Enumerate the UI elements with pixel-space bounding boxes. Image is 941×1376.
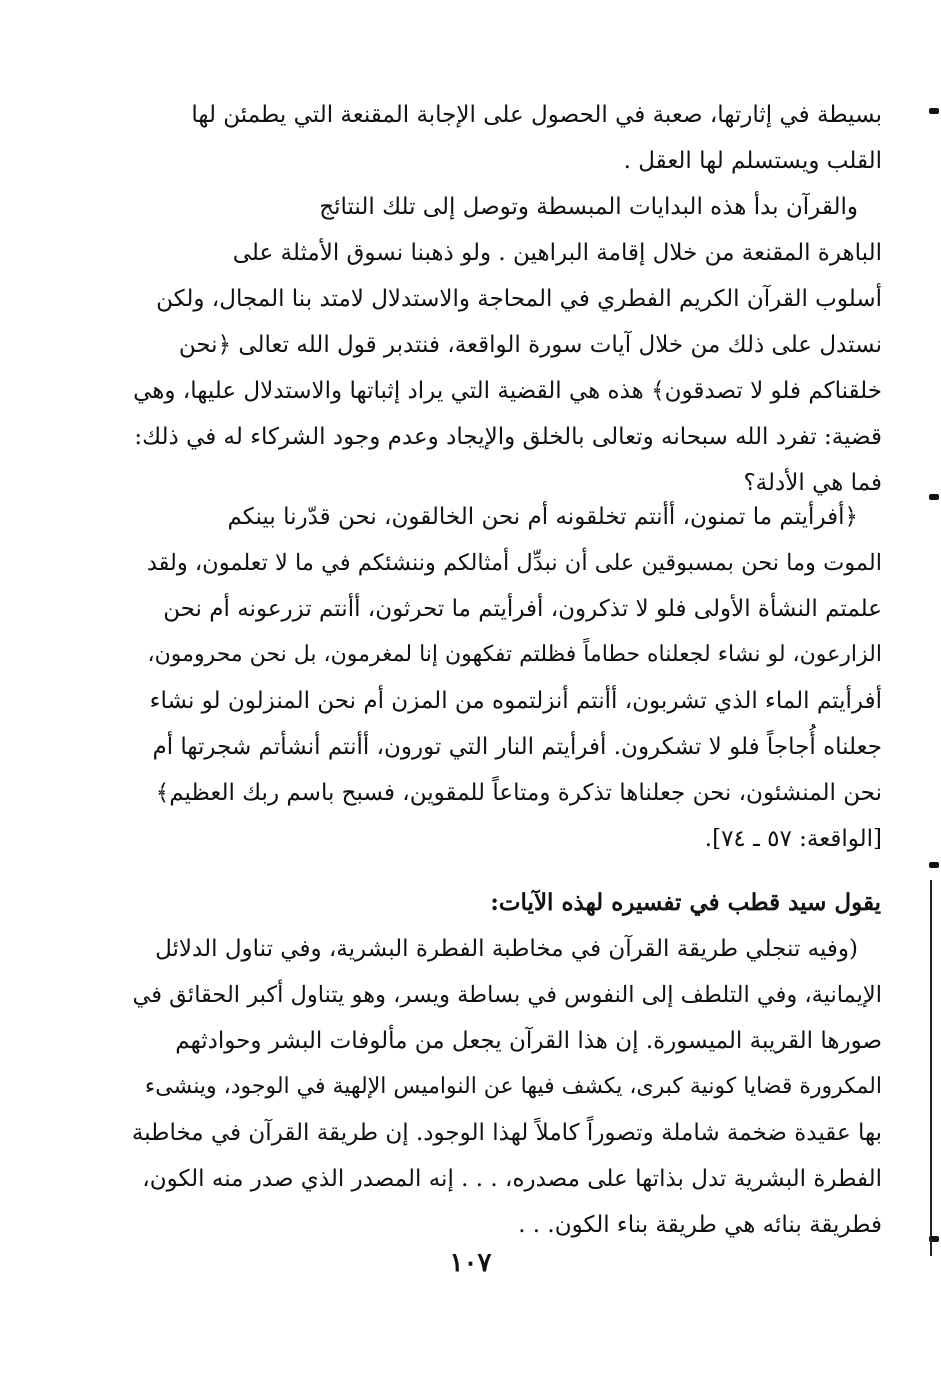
text-line: صورها القريبة الميسورة. إن هذا القرآن يجعل من مألوفات البشر وحوادثهم <box>175 1028 882 1054</box>
scan-mark <box>929 108 939 114</box>
verse-line: الزارعون، لو نشاء لجعلناه حطاماً فظلتم تفكهون إنا لمغرمون، بل نحن محرومون، <box>147 642 882 667</box>
text-line: فطريقة بنائه هي طريقة بناء الكون. . . <box>518 1212 882 1238</box>
verse-line: الموت وما نحن بمسبوقين على أن نبدِّل أمثالكم وننشئكم في ما لا تعلمون، ولقد <box>146 550 882 576</box>
text-line: بسيطة في إثارتها، صعبة في الحصول على الإجابة المقنعة التي يطمئن لها <box>191 102 882 128</box>
scan-edge-line <box>930 880 932 1256</box>
text-line: الفطرة البشرية تدل بذاتها على مصدره، . . . إنه المصدر الذي صدر منه الكون، <box>142 1166 882 1192</box>
verse-line: جعلناه أُجاجاً فلو لا تشكرون. أفرأيتم النار التي تورون، أأنتم أنشأتم شجرتها أم <box>152 734 882 760</box>
verse-line: أفرأيتم الماء الذي تشربون، أأنتم أنزلتموه من المزن أم نحن المنزلون لو نشاء <box>149 688 882 714</box>
text-line: (وفيه تنجلي طريقة القرآن في مخاطبة الفطرة البشرية، وفي تناول الدلائل <box>155 936 858 962</box>
quotation <box>132 926 882 1248</box>
text-line: بها عقيدة ضخمة شاملة وتصوراً كاملاً لهذا الوجود. إن طريقة القرآن في مخاطبة <box>132 1120 882 1146</box>
paragraph-1 <box>132 92 882 184</box>
text-line: أسلوب القرآن الكريم الفطري في المحاجة والاستدلال لامتد بنا المجال، ولكن <box>156 286 882 312</box>
text-line: قضية: تفرد الله سبحانه وتعالى بالخلق والإيجاد وعدم وجود الشركاء له في ذلك: <box>134 424 882 450</box>
page-number: ١٠٧ <box>449 1248 492 1278</box>
text-line: المكرورة قضايا كونية كبرى، يكشف فيها عن النواميس الإلهية في الوجود، وينشىء <box>144 1074 882 1099</box>
scan-mark <box>929 494 939 500</box>
verse-reference: [الواقعة: ٥٧ ـ ٧٤]. <box>704 826 882 852</box>
verse-line: ﴿أفرأيتم ما تمنون، أأنتم تخلقونه أم نحن الخالقون، نحن قدّرنا بينكم <box>227 504 858 530</box>
text-line: والقرآن بدأ هذه البدايات المبسطة وتوصل إلى تلك النتائج <box>319 194 858 220</box>
scan-mark <box>929 862 939 868</box>
text-line: فما هي الأدلة؟ <box>743 470 882 496</box>
text-line: القلب ويستسلم لها العقل . <box>623 148 882 174</box>
text-line: خلقناكم فلو لا تصدقون﴾ هذه هي القضية التي يراد إثباتها والاستدلال عليها، وهي <box>133 378 882 404</box>
paragraph-2 <box>132 184 882 506</box>
quran-verses <box>132 494 882 862</box>
verse-line: نحن المنشئون، نحن جعلناها تذكرة ومتاعاً للمقوين، فسبح باسم ربك العظيم﴾ <box>155 780 882 806</box>
text-line: الإيمانية، وفي التلطف إلى النفوس في بساطة ويسر، وهو يتناول أكبر الحقائق في <box>132 982 882 1008</box>
verse-line: علمتم النشأة الأولى فلو لا تذكرون، أفرأيتم ما تحرثون، أأنتم تزرعونه أم نحن <box>163 596 882 622</box>
text-line: نستدل على ذلك من خلال آيات سورة الواقعة، فنتدبر قول الله تعالى ﴿نحن <box>178 332 882 358</box>
section-heading: يقول سيد قطب في تفسيره لهذه الآيات: <box>490 889 881 916</box>
text-line: الباهرة المقنعة من خلال إقامة البراهين . ولو ذهبنا نسوق الأمثلة على <box>232 240 882 266</box>
